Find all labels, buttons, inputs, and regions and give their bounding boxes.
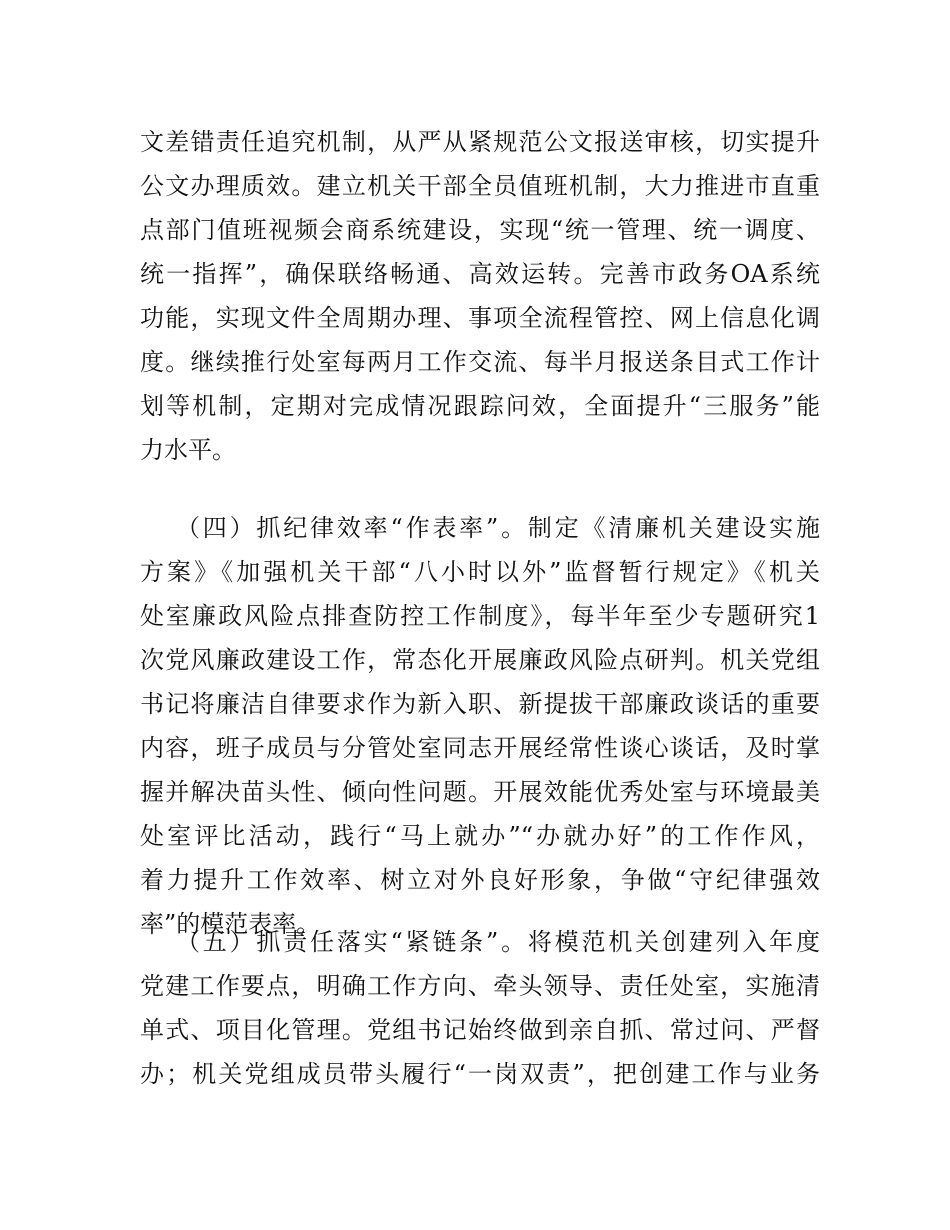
text-line: 统一指挥”，确保联络畅通、高效运转。完善市政务OA系统 xyxy=(140,260,820,288)
text-line: 划等机制，定期对完成情况跟踪问效，全面提升“三服务”能 xyxy=(140,392,820,420)
text-line: 文差错责任追究机制，从严从紧规范公文报送审核，切实提升 xyxy=(140,128,820,156)
text-line: 点部门值班视频会商系统建设，实现“统一管理、统一调度、 xyxy=(140,216,820,244)
section-heading-line: （五）抓责任落实“紧链条”。将模范机关创建列入年度 xyxy=(176,928,820,956)
section-heading-line: （四）抓纪律效率“作表率”。制定《清廉机关建设实施 xyxy=(176,514,820,542)
text-line: 握并解决苗头性、倾向性问题。开展效能优秀处室与环境最美 xyxy=(140,778,820,806)
text-line: 方案》《加强机关干部“八小时以外”监督暂行规定》《机关 xyxy=(140,558,820,586)
text-line: 内容，班子成员与分管处室同志开展经常性谈心谈话，及时掌 xyxy=(140,734,820,762)
text-line: 力水平。 xyxy=(140,436,236,464)
paragraph-office-document-handling xyxy=(140,120,820,472)
text-line: 着力提升工作效率、树立对外良好形象，争做“守纪律强效 xyxy=(140,866,820,894)
text-line: 次党风廉政建设工作，常态化开展廉政风险点研判。机关党组 xyxy=(140,646,820,674)
text-line: 党建工作要点，明确工作方向、牵头领导、责任处室，实施清 xyxy=(140,972,820,1000)
text-line: 单式、项目化管理。党组书记始终做到亲自抓、常过问、严督 xyxy=(140,1016,820,1044)
text-line: 功能，实现文件全周期办理、事项全流程管控、网上信息化调 xyxy=(140,304,820,332)
text-line: 公文办理质效。建立机关干部全员值班机制，大力推进市直重 xyxy=(140,172,820,200)
text-line: 处室廉政风险点排查防控工作制度》，每半年至少专题研究1 xyxy=(140,602,820,630)
text-line: 处室评比活动，践行“马上就办”“办就办好”的工作作风， xyxy=(140,822,820,850)
paragraph-responsibility-implementation xyxy=(140,920,820,1096)
text-line: 度。继续推行处室每两月工作交流、每半月报送条目式工作计 xyxy=(140,348,820,376)
text-line: 书记将廉洁自律要求作为新入职、新提拔干部廉政谈话的重要 xyxy=(140,690,820,718)
paragraph-discipline-efficiency xyxy=(140,506,820,946)
text-line: 办；机关党组成员带头履行“一岗双责”，把创建工作与业务 xyxy=(140,1060,820,1088)
text-line: 率”的模范表率。 xyxy=(140,910,321,938)
